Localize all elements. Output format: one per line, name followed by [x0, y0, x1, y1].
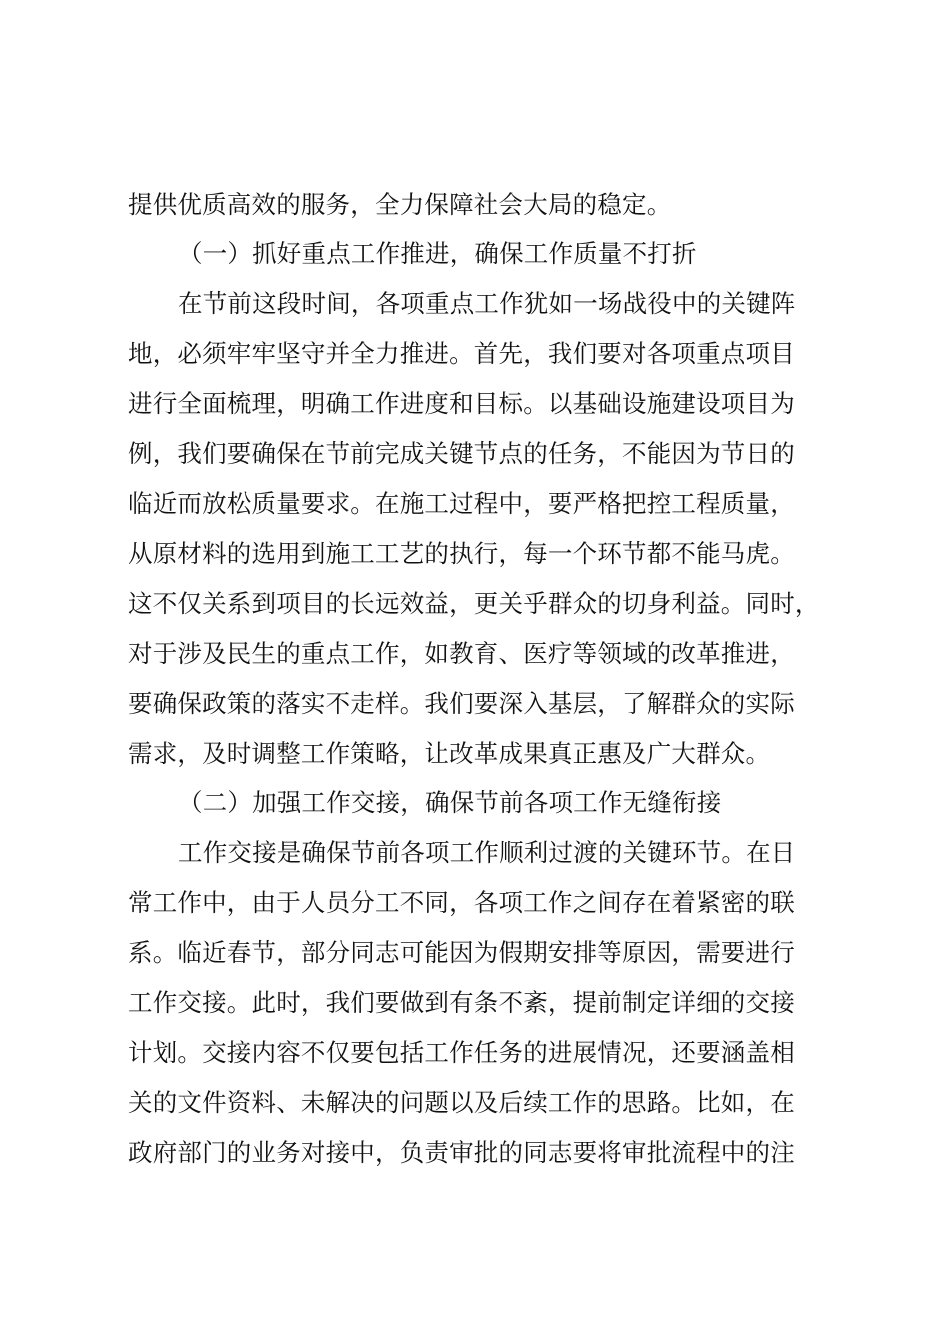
paragraph-line: 地，必须牢牢坚守并全力推进。首先，我们要对各项重点项目: [128, 339, 795, 368]
paragraph-line: 需求，及时调整工作策略，让改革成果真正惠及广大群众。: [128, 739, 771, 768]
paragraph-line: 这不仅关系到项目的长远效益，更关乎群众的切身利益。同时，: [128, 589, 820, 618]
section-heading-1: （一）抓好重点工作推进，确保工作质量不打折: [178, 239, 697, 268]
paragraph-line: 在节前这段时间，各项重点工作犹如一场战役中的关键阵: [178, 289, 796, 318]
paragraph-line: 常工作中，由于人员分工不同，各项工作之间存在着紧密的联: [128, 888, 795, 917]
paragraph-line: 计划。交接内容不仅要包括工作任务的进展情况，还要涵盖相: [128, 1038, 795, 1067]
paragraph-line: 关的文件资料、未解决的问题以及后续工作的思路。比如，在: [128, 1088, 795, 1117]
paragraph-line: 要确保政策的落实不走样。我们要深入基层，了解群众的实际: [128, 689, 795, 718]
paragraph-line: 系。临近春节，部分同志可能因为假期安排等原因，需要进行: [128, 938, 795, 967]
paragraph-line: 例，我们要确保在节前完成关键节点的任务，不能因为节日的: [128, 439, 795, 468]
paragraph-line: 工作交接是确保节前各项工作顺利过渡的关键环节。在日: [178, 838, 796, 867]
paragraph-line: 临近而放松质量要求。在施工过程中，要严格把控工程质量，: [128, 489, 795, 518]
paragraph-line: 工作交接。此时，我们要做到有条不紊，提前制定详细的交接: [128, 988, 795, 1017]
paragraph-line: 提供优质高效的服务，全力保障社会大局的稳定。: [128, 190, 672, 219]
paragraph-line: 政府部门的业务对接中，负责审批的同志要将审批流程中的注: [128, 1138, 795, 1167]
paragraph-line: 对于涉及民生的重点工作，如教育、医疗等领域的改革推进，: [128, 639, 795, 668]
paragraph-line: 进行全面梳理，明确工作进度和目标。以基础设施建设项目为: [128, 389, 795, 418]
paragraph-line: 从原材料的选用到施工工艺的执行，每一个环节都不能马虎。: [128, 539, 795, 568]
section-heading-2: （二）加强工作交接，确保节前各项工作无缝衔接: [178, 788, 722, 817]
